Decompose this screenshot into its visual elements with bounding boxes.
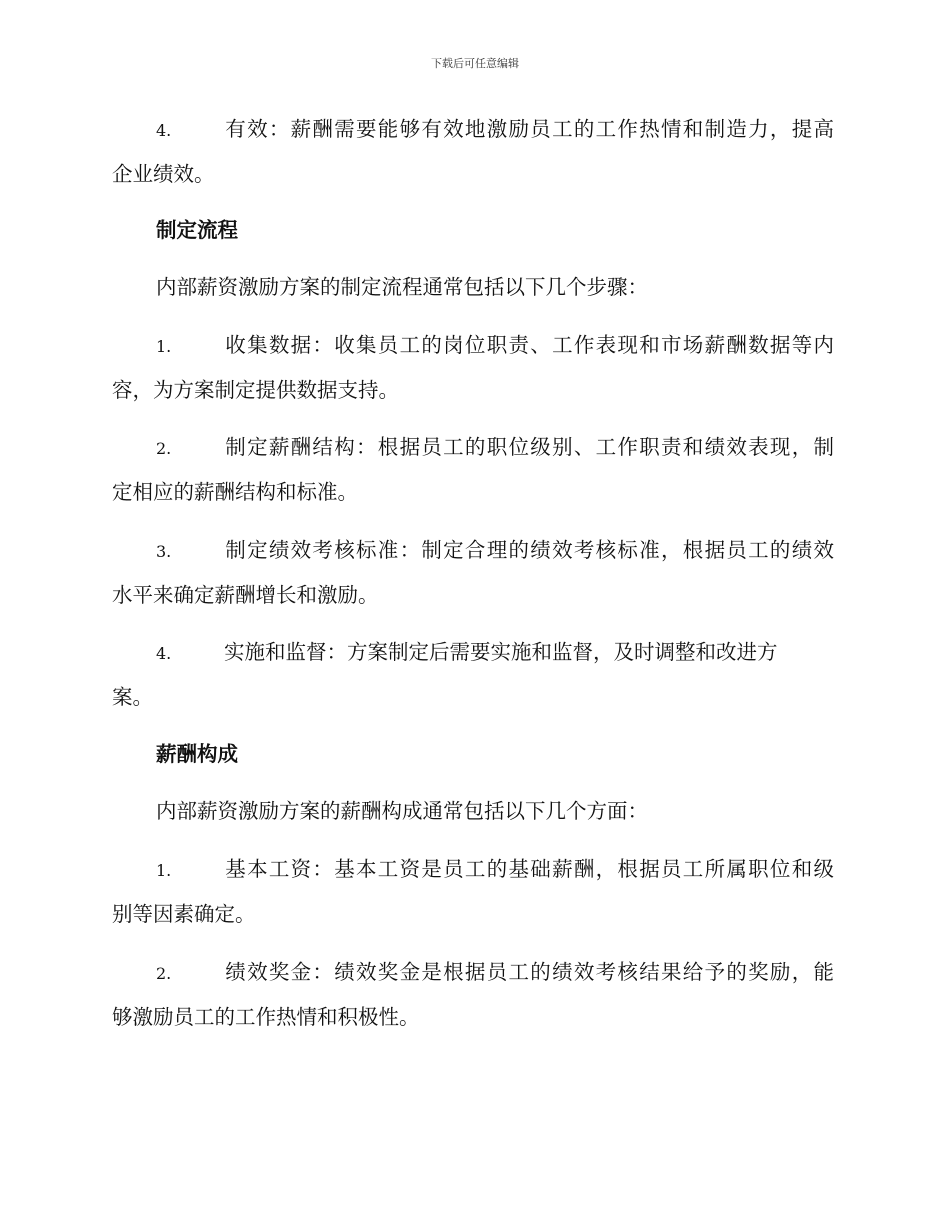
section-heading-process: 制定流程 bbox=[156, 218, 238, 242]
list-item-text: 实施和监督：方案制定后需要实施和监督，及时调整和改进方 bbox=[224, 640, 778, 664]
list-item-line bbox=[112, 323, 834, 368]
list-item-line bbox=[112, 425, 834, 470]
list-item bbox=[112, 630, 834, 720]
list-item-line bbox=[112, 528, 834, 573]
section-heading-composition: 薪酬构成 bbox=[156, 742, 238, 766]
list-item-line bbox=[112, 630, 834, 675]
list-item-number: 2. bbox=[156, 439, 172, 458]
list-item-number: 4. bbox=[156, 121, 172, 140]
list-item-continuation: 别等因素确定。 bbox=[112, 902, 256, 926]
list-item bbox=[112, 107, 834, 197]
list-item-text: 有效：薪酬需要能够有效地激励员工的工作热情和制造力，提高 bbox=[224, 117, 834, 141]
list-item-continuation: 容，为方案制定提供数据支持。 bbox=[112, 378, 399, 402]
list-item-line bbox=[112, 950, 834, 995]
list-item-text: 基本工资：基本工资是员工的基础薪酬，根据员工所属职位和级 bbox=[224, 857, 834, 881]
list-item-number: 4. bbox=[156, 644, 172, 663]
list-item-text: 制定绩效考核标准：制定合理的绩效考核标准，根据员工的绩效 bbox=[224, 538, 834, 562]
list-item-continuation: 企业绩效。 bbox=[112, 162, 215, 186]
list-item bbox=[112, 425, 834, 515]
list-item-number: 1. bbox=[156, 337, 172, 356]
list-item-number: 2. bbox=[156, 964, 172, 983]
list-item-text: 制定薪酬结构：根据员工的职位级别、工作职责和绩效表现，制 bbox=[224, 435, 834, 459]
list-item-line bbox=[112, 107, 834, 152]
list-item-text: 绩效奖金：绩效奖金是根据员工的绩效考核结果给予的奖励，能 bbox=[224, 960, 834, 984]
section-intro-process: 内部薪资激励方案的制定流程通常包括以下几个步骤： bbox=[156, 275, 648, 299]
list-item bbox=[112, 847, 834, 937]
list-item-continuation: 定相应的薪酬结构和标准。 bbox=[112, 480, 358, 504]
list-item-continuation: 案。 bbox=[112, 685, 153, 709]
section-intro-composition: 内部薪资激励方案的薪酬构成通常包括以下几个方面： bbox=[156, 799, 648, 823]
list-item bbox=[112, 950, 834, 1040]
list-item-text: 收集数据：收集员工的岗位职责、工作表现和市场薪酬数据等内 bbox=[224, 333, 834, 357]
list-item bbox=[112, 323, 834, 413]
list-item-continuation: 够激励员工的工作热情和积极性。 bbox=[112, 1005, 420, 1029]
header-note: 下载后可任意编辑 bbox=[431, 57, 519, 70]
list-item-continuation: 水平来确定薪酬增长和激励。 bbox=[112, 583, 379, 607]
list-item-line bbox=[112, 847, 834, 892]
list-item-number: 3. bbox=[156, 542, 172, 561]
list-item-number: 1. bbox=[156, 861, 172, 880]
list-item bbox=[112, 528, 834, 618]
